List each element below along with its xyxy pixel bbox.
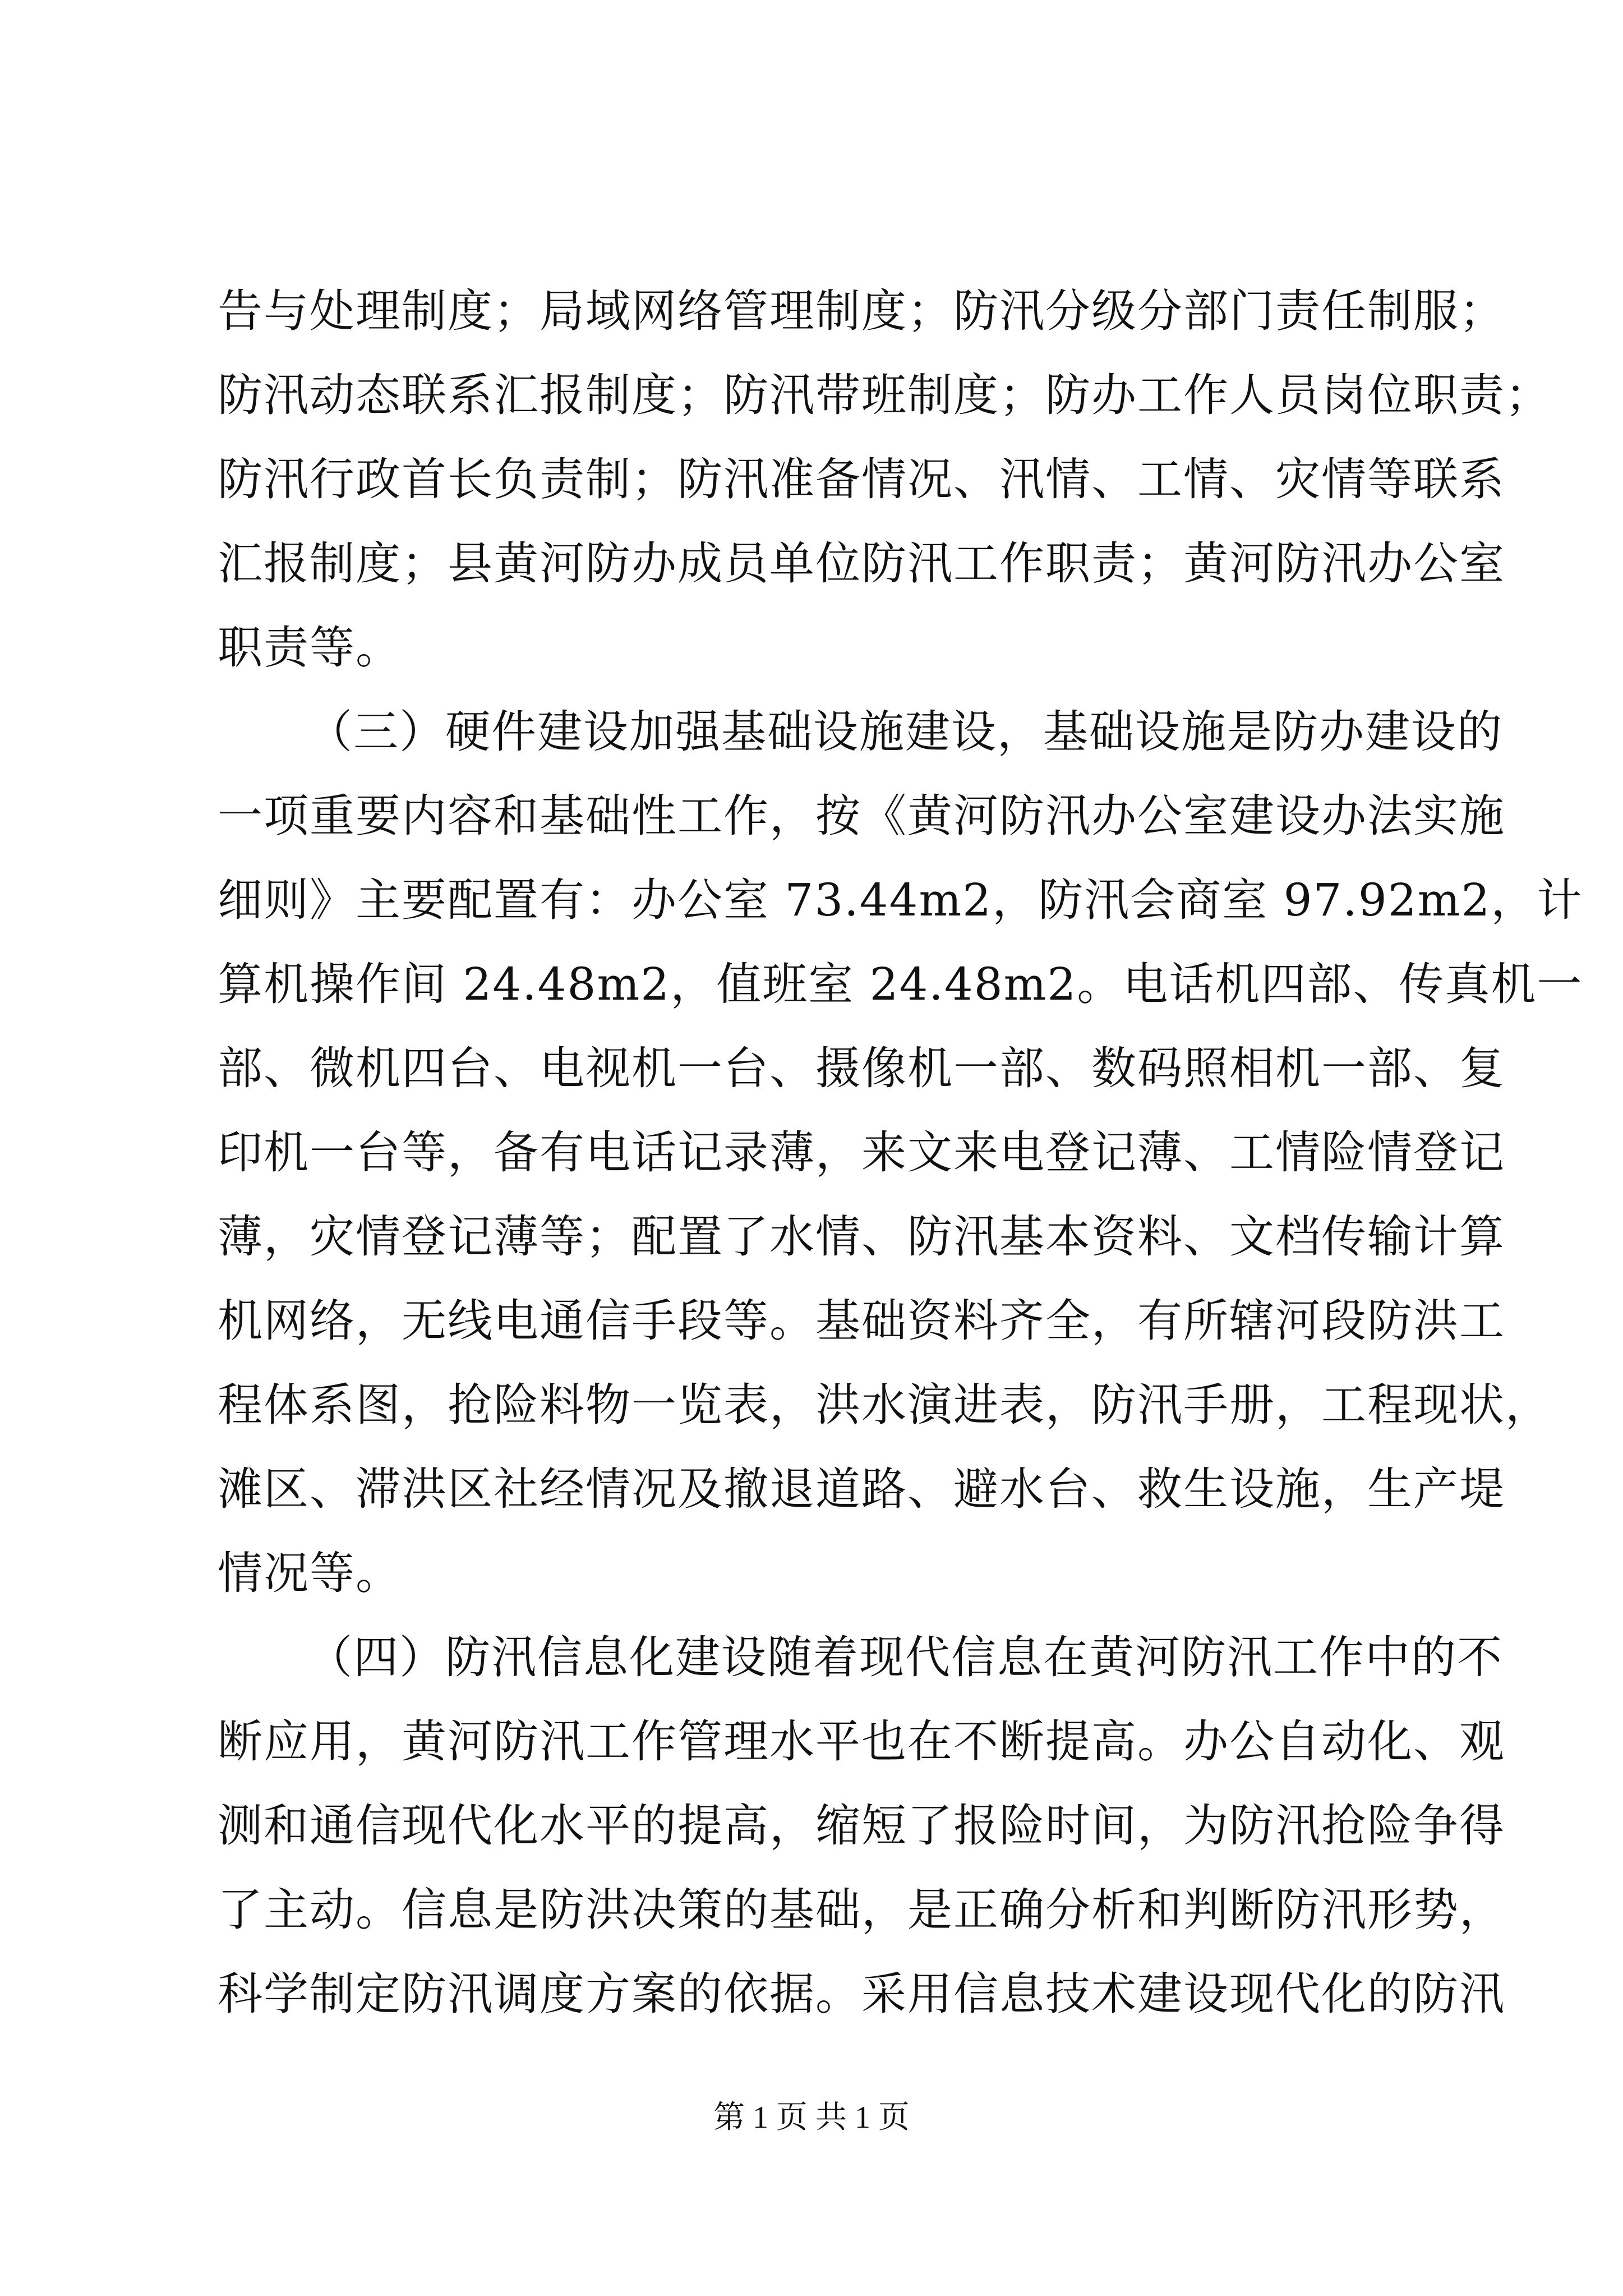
text-line: 滩区、滞洪区社经情况及撤退道路、避水台、救生设施，生产堤 (218, 1463, 1505, 1515)
text-line: 了主动。信息是防洪决策的基础，是正确分析和判断防汛形势， (218, 1884, 1505, 1936)
text-line: 科学制定防汛调度方案的依据。采用信息技术建设现代化的防汛 (218, 1968, 1505, 2020)
text-line: 细则》主要配置有：办公室 73.44m2，防汛会商室 97.92m2，计 (218, 874, 1583, 926)
text-line: 防汛动态联系汇报制度；防汛带班制度；防办工作人员岗位职责； (218, 369, 1551, 421)
text-line: 防汛行政首长负责制；防汛准备情况、汛情、工情、灾情等联系 (218, 453, 1505, 505)
text-line: 印机一台等，备有电话记录薄，来文来电登记薄、工情险情登记 (218, 1126, 1505, 1179)
text-line: 职责等。 (218, 622, 402, 674)
page-footer: 第 1 页 共 1 页 (713, 2100, 910, 2135)
text-line: 一项重要内容和基础性工作，按《黄河防汛办公室建设办法实施 (218, 790, 1505, 842)
text-line: 程体系图，抢险料物一览表，洪水演进表，防汛手册，工程现状， (218, 1379, 1551, 1431)
text-line: 汇报制度；县黄河防办成员单位防汛工作职责；黄河防汛办公室 (218, 537, 1505, 590)
text-line: 情况等。 (218, 1547, 402, 1599)
text-line: 算机操作间 24.48m2，值班室 24.48m2。电话机四部、传真机一 (218, 958, 1583, 1010)
text-line: 部、微机四台、电视机一台、摄像机一部、数码照相机一部、复 (218, 1042, 1505, 1094)
text-line: 告与处理制度；局域网络管理制度；防汛分级分部门责任制服； (218, 285, 1505, 337)
paragraph-heading-line: （四）防汛信息化建设随着现代信息在黄河防汛工作中的不 (307, 1631, 1503, 1683)
paragraph-heading-line: （三）硬件建设加强基础设施建设，基础设施是防办建设的 (307, 706, 1503, 758)
text-line: 机网络，无线电通信手段等。基础资料齐全，有所辖河段防洪工 (218, 1295, 1505, 1347)
text-line: 测和通信现代化水平的提高，缩短了报险时间，为防汛抢险争得 (218, 1800, 1505, 1852)
text-line: 断应用，黄河防汛工作管理水平也在不断提高。办公自动化、观 (218, 1715, 1505, 1768)
text-line: 薄，灾情登记薄等；配置了水情、防汛基本资料、文档传输计算 (218, 1211, 1505, 1263)
